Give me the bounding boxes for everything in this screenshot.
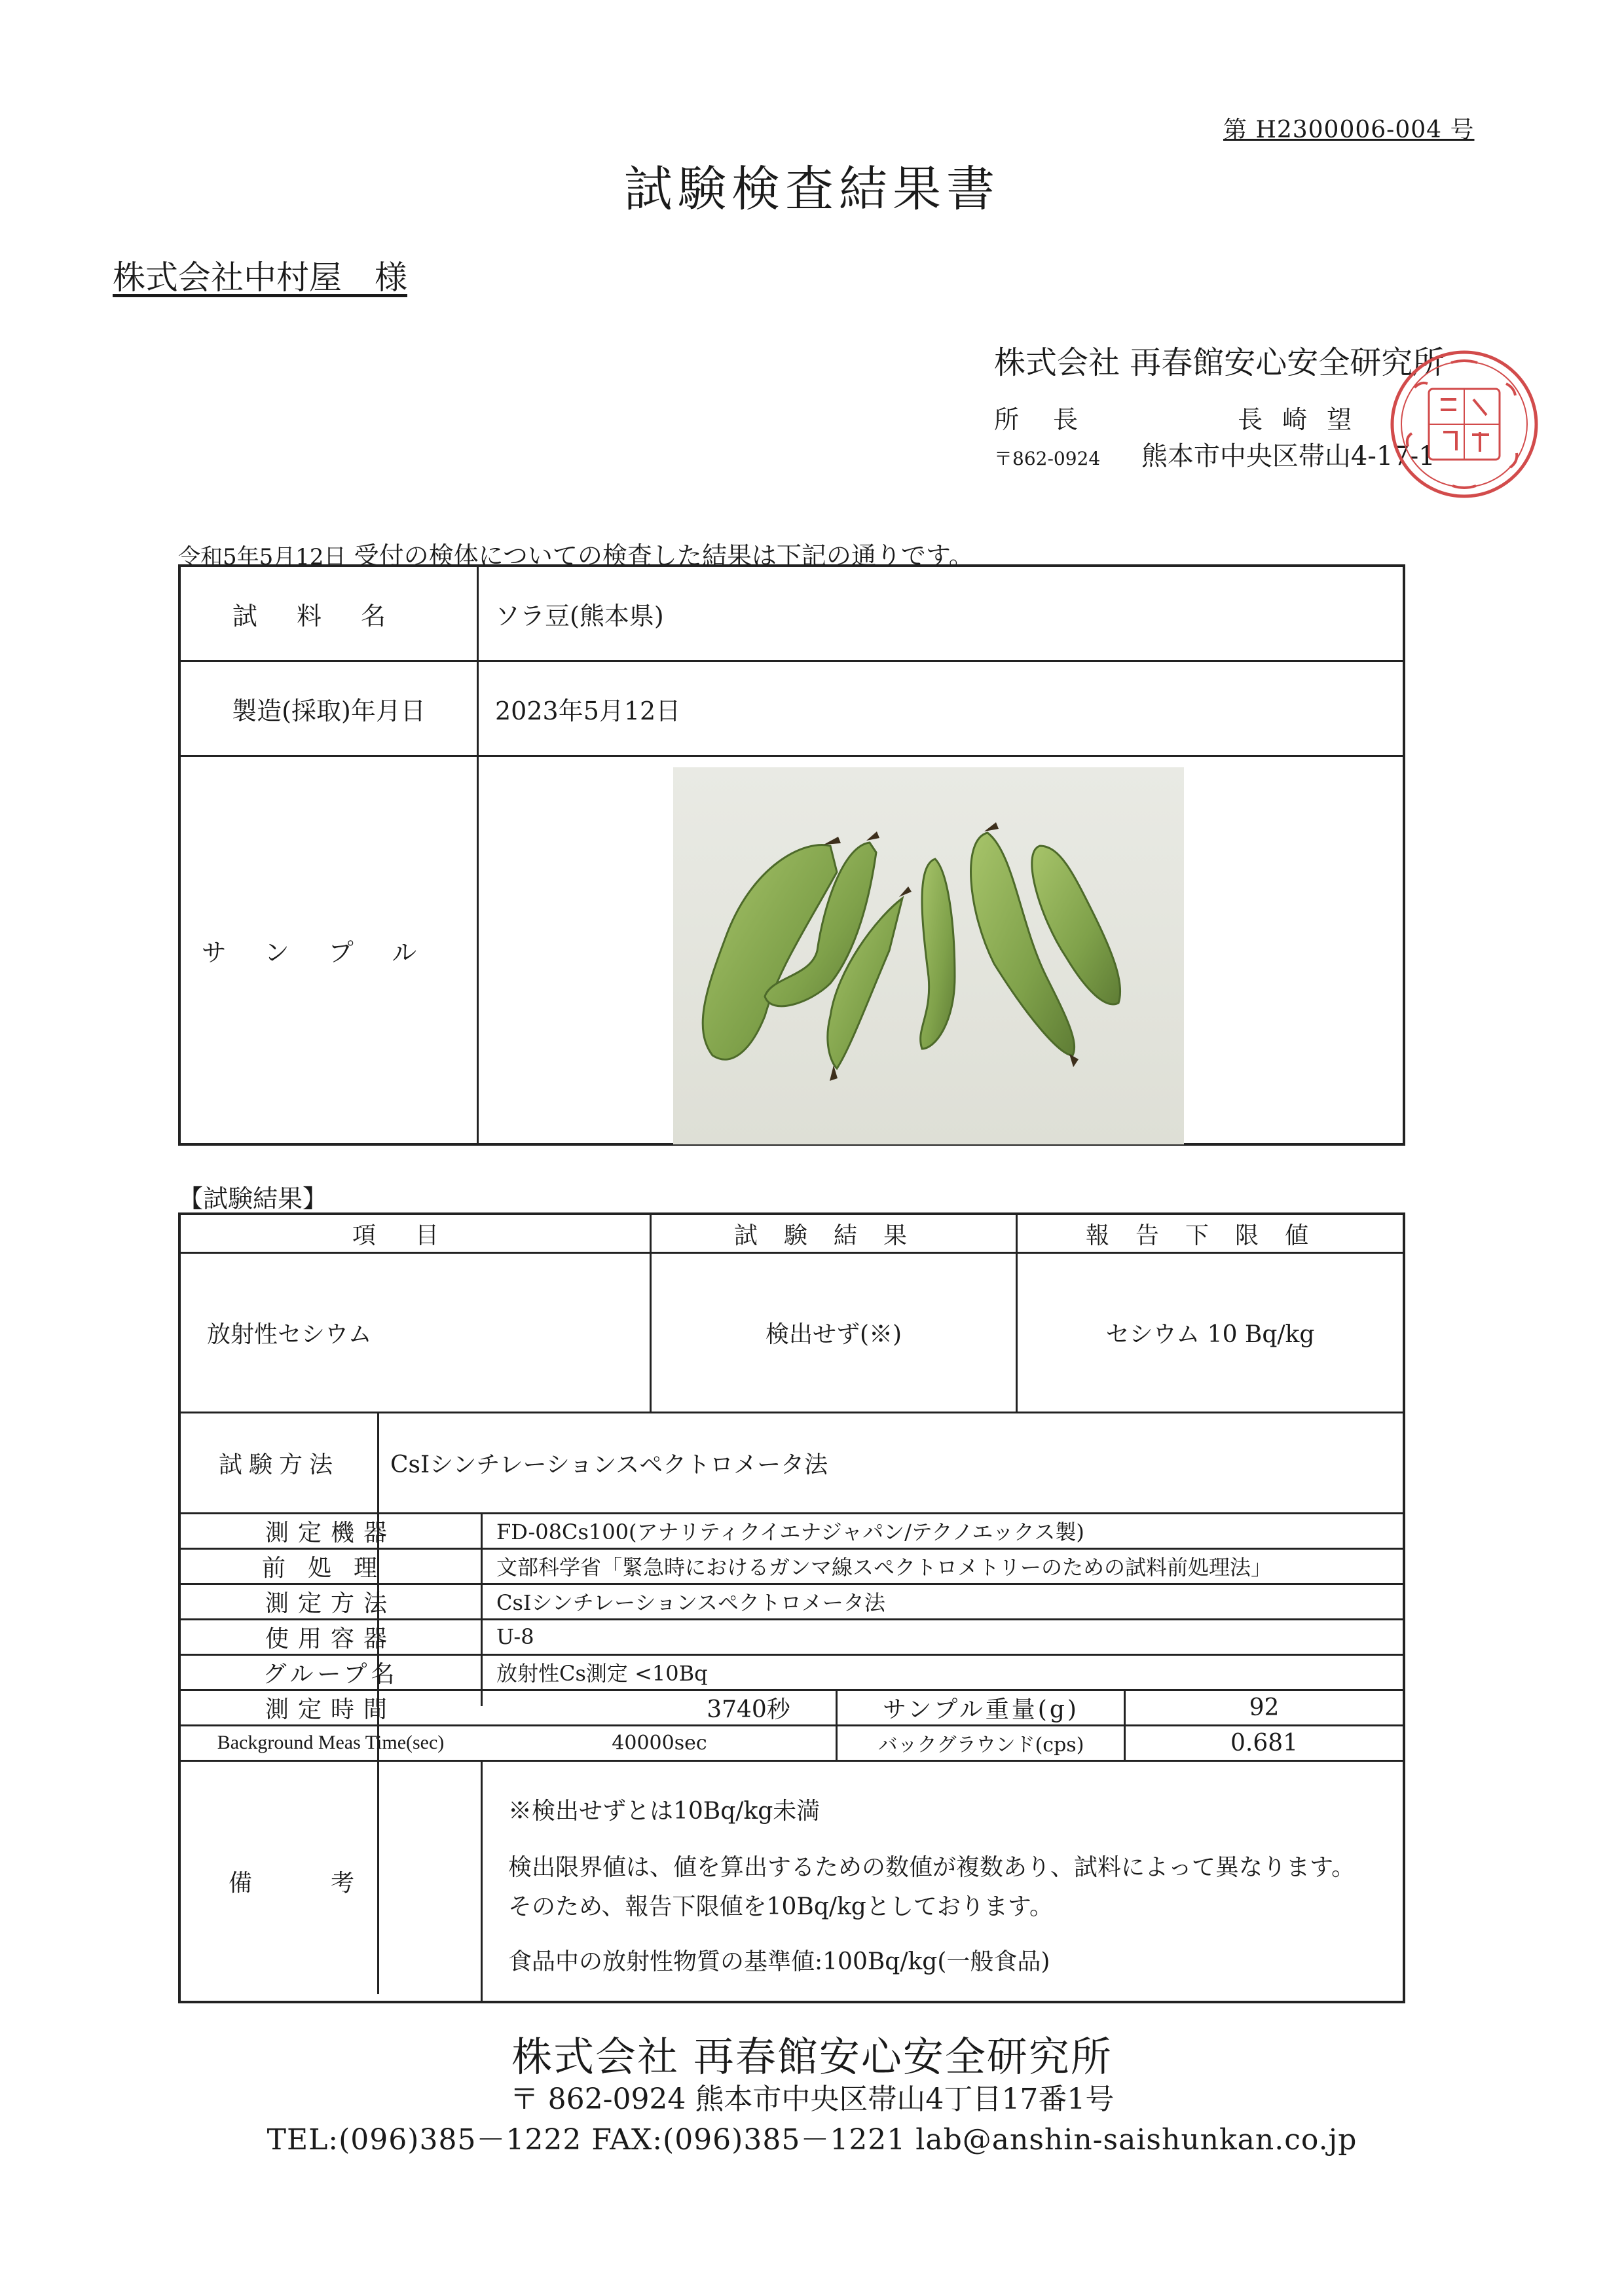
detail-value-group: 放射性Cs測定 <10Bq xyxy=(496,1661,708,1686)
remark-line-1: ※検出せずとは10Bq/kg未満 xyxy=(508,1798,821,1825)
meas-time-value: 3740秒 xyxy=(707,1696,790,1723)
bg-time-value: 40000sec xyxy=(612,1731,707,1755)
intro-text: 受付の検体についての検査した結果は下記の通りです。 xyxy=(354,541,974,570)
receipt-date: 令和5年5月12日 xyxy=(178,544,346,570)
footer-company: 株式会社 再春館安心安全研究所 xyxy=(511,2033,1113,2081)
sample-weight-value: 92 xyxy=(1249,1694,1280,1721)
results-heading: 【試験結果】 xyxy=(178,1184,328,1213)
remark-line-4: 食品中の放射性物質の基準値:100Bq/kg(一般食品) xyxy=(508,1948,1050,1975)
col-limit-header: 報告下限値 xyxy=(1085,1222,1335,1249)
bg-time-label: Background Meas Time(sec) xyxy=(217,1732,445,1753)
test-method-value: CsIシンチレーションスペクトロメータ法 xyxy=(390,1451,828,1478)
bg-label: バックグラウンド(cps) xyxy=(877,1734,1084,1757)
col-result-header: 試験結果 xyxy=(733,1222,933,1249)
sample-date-row xyxy=(181,662,1403,757)
company-seal-stamp xyxy=(1388,348,1540,500)
remarks-label: 備考 xyxy=(228,1870,433,1897)
col-item-header: 項目 xyxy=(352,1222,478,1249)
sample-table xyxy=(178,564,1405,1146)
bg-value: 0.681 xyxy=(1230,1729,1299,1757)
detail-label-method: 測定方法 xyxy=(265,1590,396,1617)
results-table xyxy=(178,1212,1405,2003)
result-value: 検出せず(※) xyxy=(765,1321,902,1348)
issuer-street-address: 熊本市中央区帯山4-17-1 xyxy=(1141,441,1435,471)
sample-photo-fava-beans xyxy=(673,767,1184,1144)
issuer-postal-code: 〒862-0924 xyxy=(994,448,1101,469)
sample-photo-label: サンプル xyxy=(201,938,456,967)
sample-photo-row xyxy=(181,757,1403,1143)
sample-name-row xyxy=(181,567,1403,662)
sample-name-value: ソラ豆(熊本県) xyxy=(495,601,664,630)
issuer-director xyxy=(994,399,1371,435)
detail-label-container: 使用容器 xyxy=(265,1625,396,1652)
remark-line-3: そのため、報告下限値を10Bq/kgとしております。 xyxy=(508,1893,1053,1920)
test-method-label: 試験方法 xyxy=(218,1451,339,1478)
document-number: 第 H2300006-004 号 xyxy=(1223,117,1475,143)
issuer-company: 株式会社 再春館安心安全研究所 xyxy=(994,344,1445,381)
director-role: 所長 xyxy=(994,405,1113,434)
result-item: 放射性セシウム xyxy=(207,1321,372,1348)
limit-value: セシウム 10 Bq/kg xyxy=(1105,1321,1315,1348)
detail-label-pretreatment: 前処理 xyxy=(261,1554,399,1582)
sample-weight-label: サンプル重量(g) xyxy=(883,1696,1079,1723)
detail-label-group: グループ名 xyxy=(263,1660,399,1688)
detail-value-pretreatment: 文部科学省「緊急時におけるガンマ線スペクトロメトリーのための試料前処理法」 xyxy=(496,1555,1272,1580)
document-title: 試験検査結果書 xyxy=(624,161,1000,217)
issuer-address xyxy=(994,435,1435,473)
sample-date-label: 製造(採取)年月日 xyxy=(181,662,479,755)
recipient: 株式会社中村屋 様 xyxy=(113,259,407,297)
sample-name-label: 試料名 xyxy=(232,601,425,630)
detail-value-instrument: FD-08Cs100(アナリティクイエナジャパン/テクノエックス製) xyxy=(496,1520,1084,1544)
sample-date-value: 2023年5月12日 xyxy=(495,696,681,725)
director-name: 長崎望 xyxy=(1238,405,1372,434)
footer-address: 〒 862-0924 熊本市中央区帯山4丁目17番1号 xyxy=(509,2083,1115,2116)
footer-contact: TEL:(096)385－1222 FAX:(096)385－1221 lab@anshin-saishunkan.co.jp xyxy=(267,2123,1357,2157)
detail-label-instrument: 測定機器 xyxy=(265,1519,396,1546)
meas-time-label: 測定時間 xyxy=(265,1696,396,1723)
detail-value-container: U-8 xyxy=(496,1624,534,1649)
detail-value-method: CsIシンチレーションスペクトロメータ法 xyxy=(496,1590,885,1615)
remark-line-2: 検出限界値は、値を算出するための数値が複数あり、試料によって異なります。 xyxy=(508,1854,1356,1881)
